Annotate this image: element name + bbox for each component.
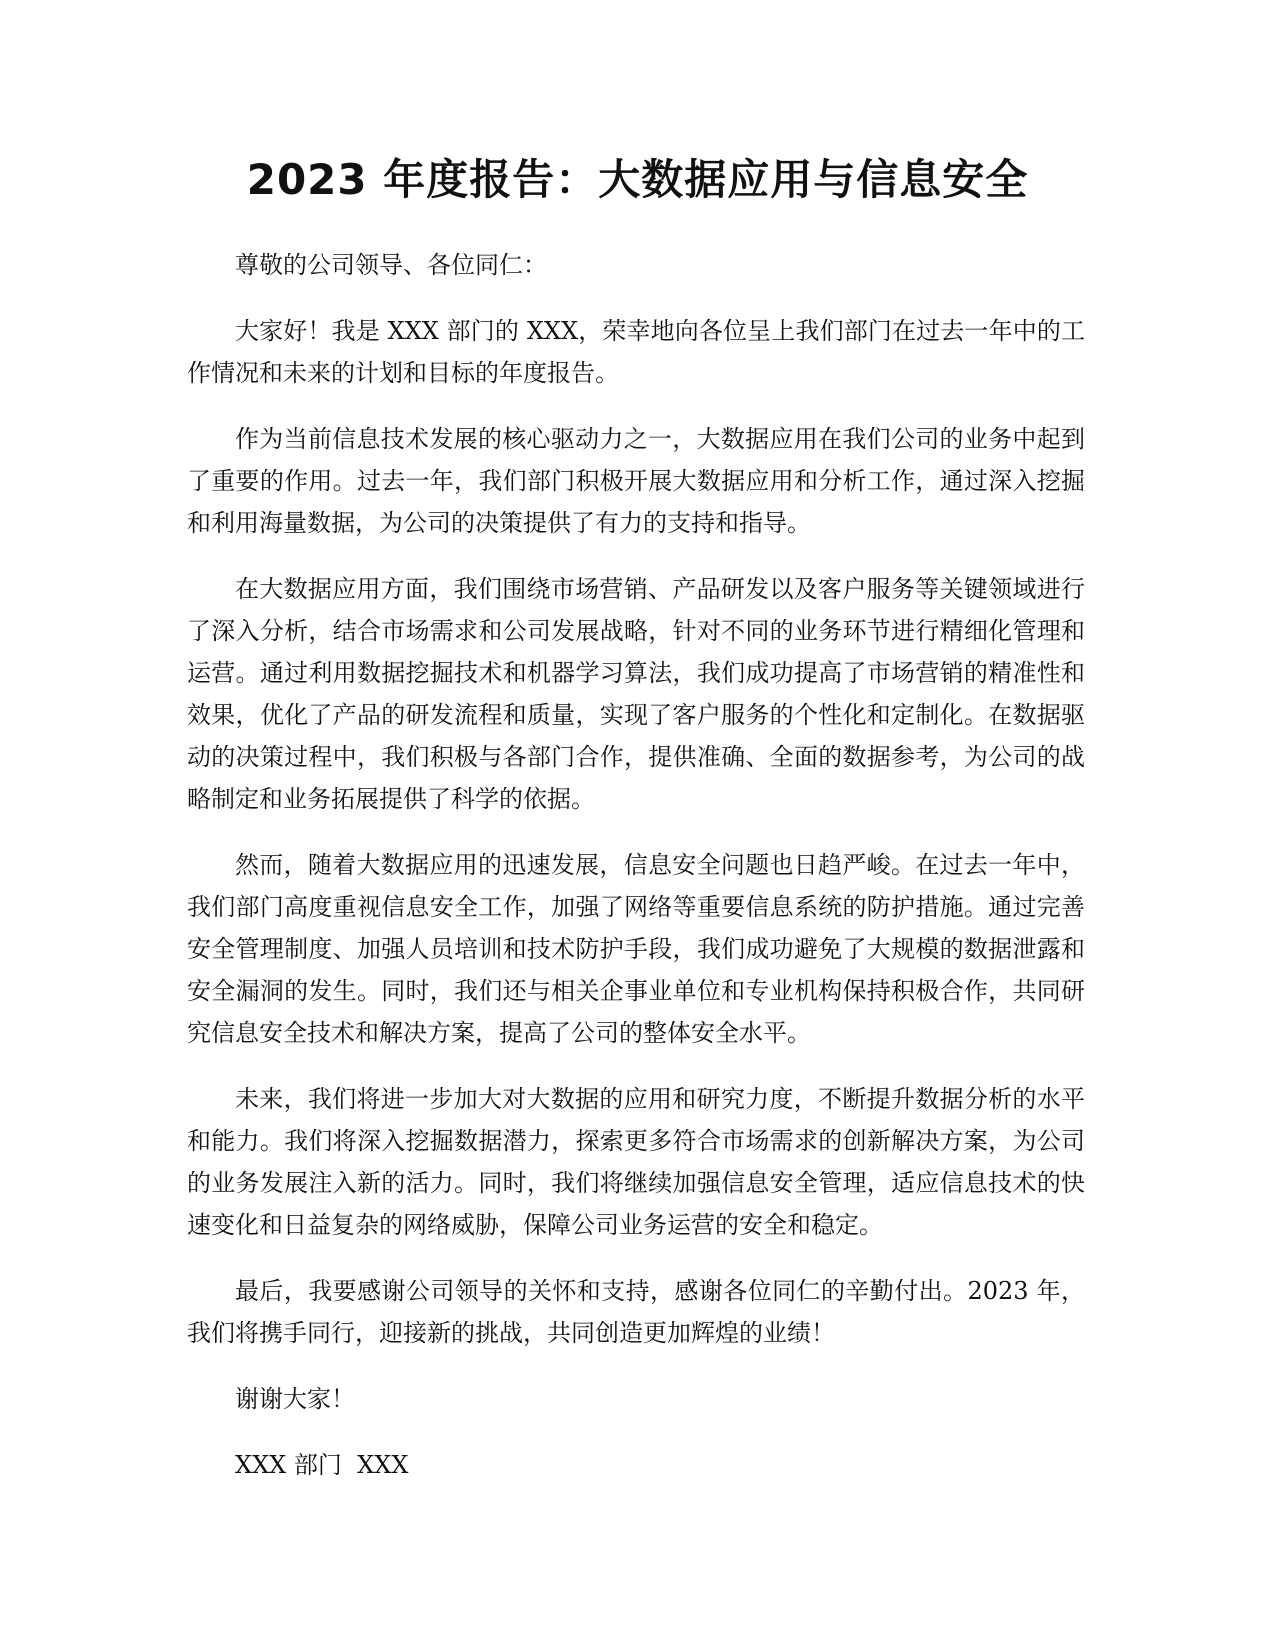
- signature-line: XXX 部门 XXX: [235, 1451, 409, 1479]
- intro-paragraph: 大家好！我是 XXX 部门的 XXX，荣幸地向各位呈上我们部门在过去一年中的工作情况和未来的计划和目标的年度报告。: [187, 317, 1085, 387]
- information-security-paragraph: 然而，随着大数据应用的迅速发展，信息安全问题也日趋严峻。在过去一年中，我们部门高度重视信息安全工作，加强了网络等重要信息系统的防护措施。通过完善安全管理制度、加强人员培训和技术防护手段，我们成功避免了大规模的数据泄露和安全漏洞的发生。同时，我们还与相关企事业单位和专业机构保持积极合作，共同研究信息安全技术和解决方案，提高了公司的整体安全水平。: [187, 851, 1085, 1047]
- future-plan-paragraph: 未来，我们将进一步加大对大数据的应用和研究力度，不断提升数据分析的水平和能力。我们将深入挖掘数据潜力，探索更多符合市场需求的创新解决方案，为公司的业务发展注入新的活力。同时，我们将继续加强信息安全管理，适应信息技术的快速变化和日益复杂的网络威胁，保障公司业务运营的安全和稳定。: [187, 1085, 1085, 1239]
- closing-paragraph: 谢谢大家！: [235, 1385, 355, 1413]
- big-data-application-paragraph: 在大数据应用方面，我们围绕市场营销、产品研发以及客户服务等关键领域进行了深入分析，结合市场需求和公司发展战略，针对不同的业务环节进行精细化管理和运营。通过利用数据挖掘技术和机器学习算法，我们成功提高了市场营销的精准性和效果，优化了产品的研发流程和质量，实现了客户服务的个性化和定制化。在数据驱动的决策过程中，我们积极与各部门合作，提供准确、全面的数据参考，为公司的战略制定和业务拓展提供了科学的依据。: [187, 575, 1085, 813]
- greeting-paragraph: 尊敬的公司领导、各位同仁：: [235, 251, 547, 279]
- document-body: [187, 244, 1085, 1510]
- document-title: 2023 年度报告：大数据应用与信息安全: [246, 155, 1029, 204]
- big-data-role-paragraph: 作为当前信息技术发展的核心驱动力之一，大数据应用在我们公司的业务中起到了重要的作用。过去一年，我们部门积极开展大数据应用和分析工作，通过深入挖掘和利用海量数据，为公司的决策提供了有力的支持和指导。: [187, 425, 1085, 537]
- thanks-paragraph: 最后，我要感谢公司领导的关怀和支持，感谢各位同仁的辛勤付出。2023 年，我们将携手同行，迎接新的挑战，共同创造更加辉煌的业绩！: [187, 1277, 1085, 1347]
